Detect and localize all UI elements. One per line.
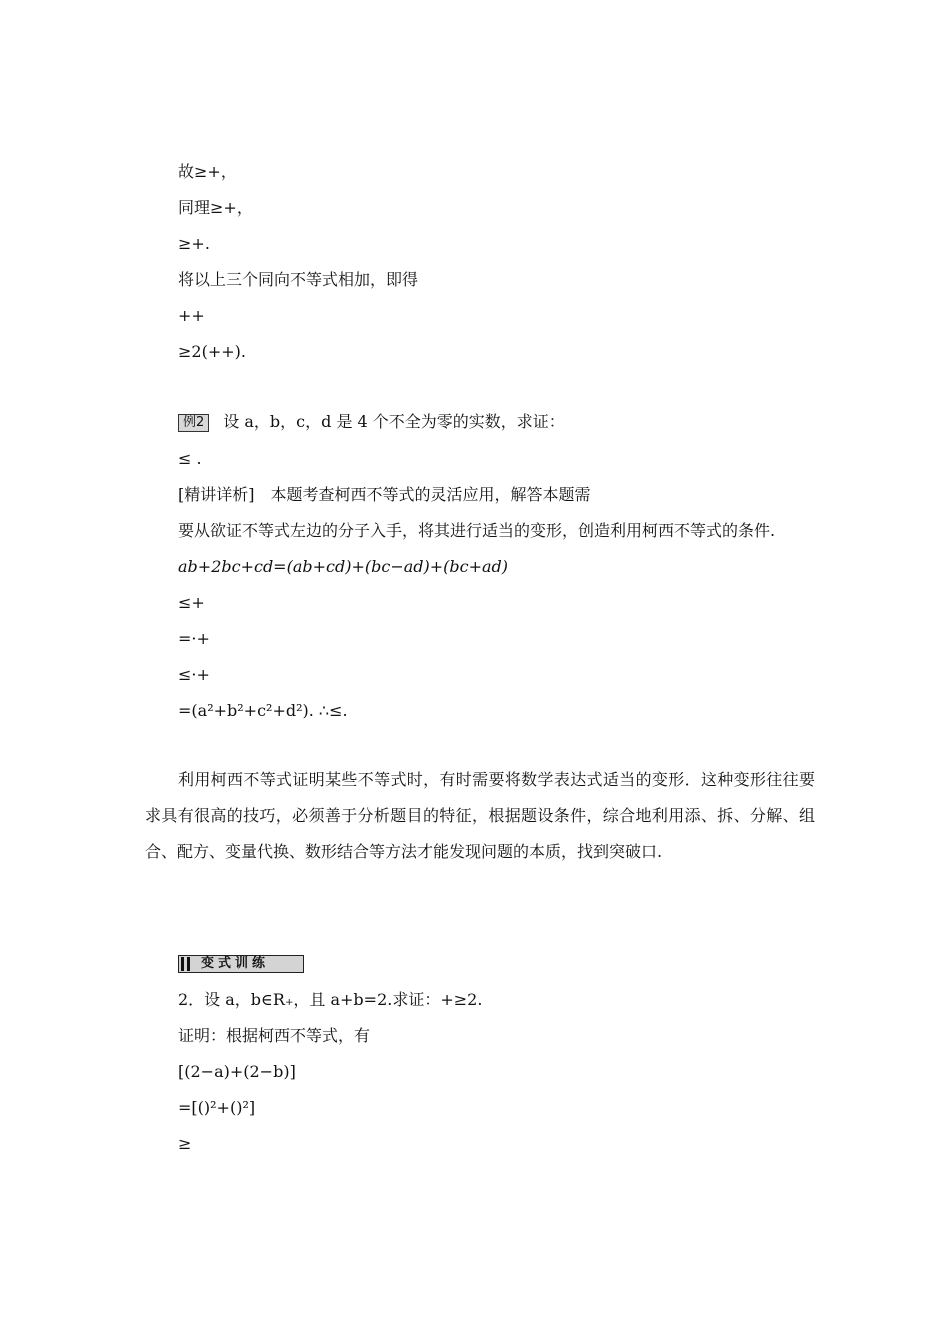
analysis-line-1: [精讲详析] 本题考查柯西不等式的灵活应用，解答本题需 (178, 485, 591, 504)
proof-line-2: 同理≥+， (178, 198, 253, 217)
proof-line-1: 故≥+， (178, 162, 237, 181)
section-bars-icon (181, 957, 191, 971)
solution-line-3: =·+ (178, 629, 210, 648)
example-badge: 例2 (178, 414, 209, 432)
exercise-proof-line-3: =[()²+()²] (178, 1098, 256, 1117)
example-2-statement (178, 412, 565, 432)
proof-line-4: 将以上三个同向不等式相加，即得 (178, 270, 419, 289)
proof-line-6: ≥2(++). (178, 342, 246, 361)
example-2-text: 设 a，b，c，d 是 4 个不全为零的实数，求证： (223, 412, 565, 431)
example-2-inequality: ≤ . (178, 449, 202, 468)
solution-line-5: =(a²+b²+c²+d²). ∴≤. (178, 701, 348, 720)
exercise-proof-line-4: ≥ (178, 1134, 192, 1153)
section-header (178, 955, 304, 973)
solution-line-2: ≤+ (178, 593, 205, 612)
analysis-line-2: 要从欲证不等式左边的分子入手，将其进行适当的变形，创造利用柯西不等式的条件. (178, 521, 776, 540)
proof-line-5: ++ (178, 306, 205, 325)
solution-line-4: ≤·+ (178, 665, 210, 684)
section-title: 变式训练 (201, 956, 270, 971)
exercise-proof-line-1: 证明：根据柯西不等式，有 (178, 1026, 371, 1045)
exercise-proof-line-2: [(2−a)+(2−b)] (178, 1062, 296, 1081)
proof-line-3: ≥+. (178, 234, 210, 253)
solution-line-1: ab+2bc+cd=(ab+cd)+(bc−ad)+(bc+ad) (178, 557, 509, 576)
method-summary-paragraph: 利用柯西不等式证明某些不等式时，有时需要将数学表达式适当的变形．这种变形往往要求具有很高的技巧，必须善于分析题目的特征，根据题设条件，综合地利用添、拆、分解、组合、配方、变量代换、数形结合等方法才能发现问题的本质，找到突破口. (145, 770, 815, 861)
exercise-2-statement: 2．设 a，b∈R₊，且 a+b=2.求证：+≥2. (178, 990, 483, 1009)
